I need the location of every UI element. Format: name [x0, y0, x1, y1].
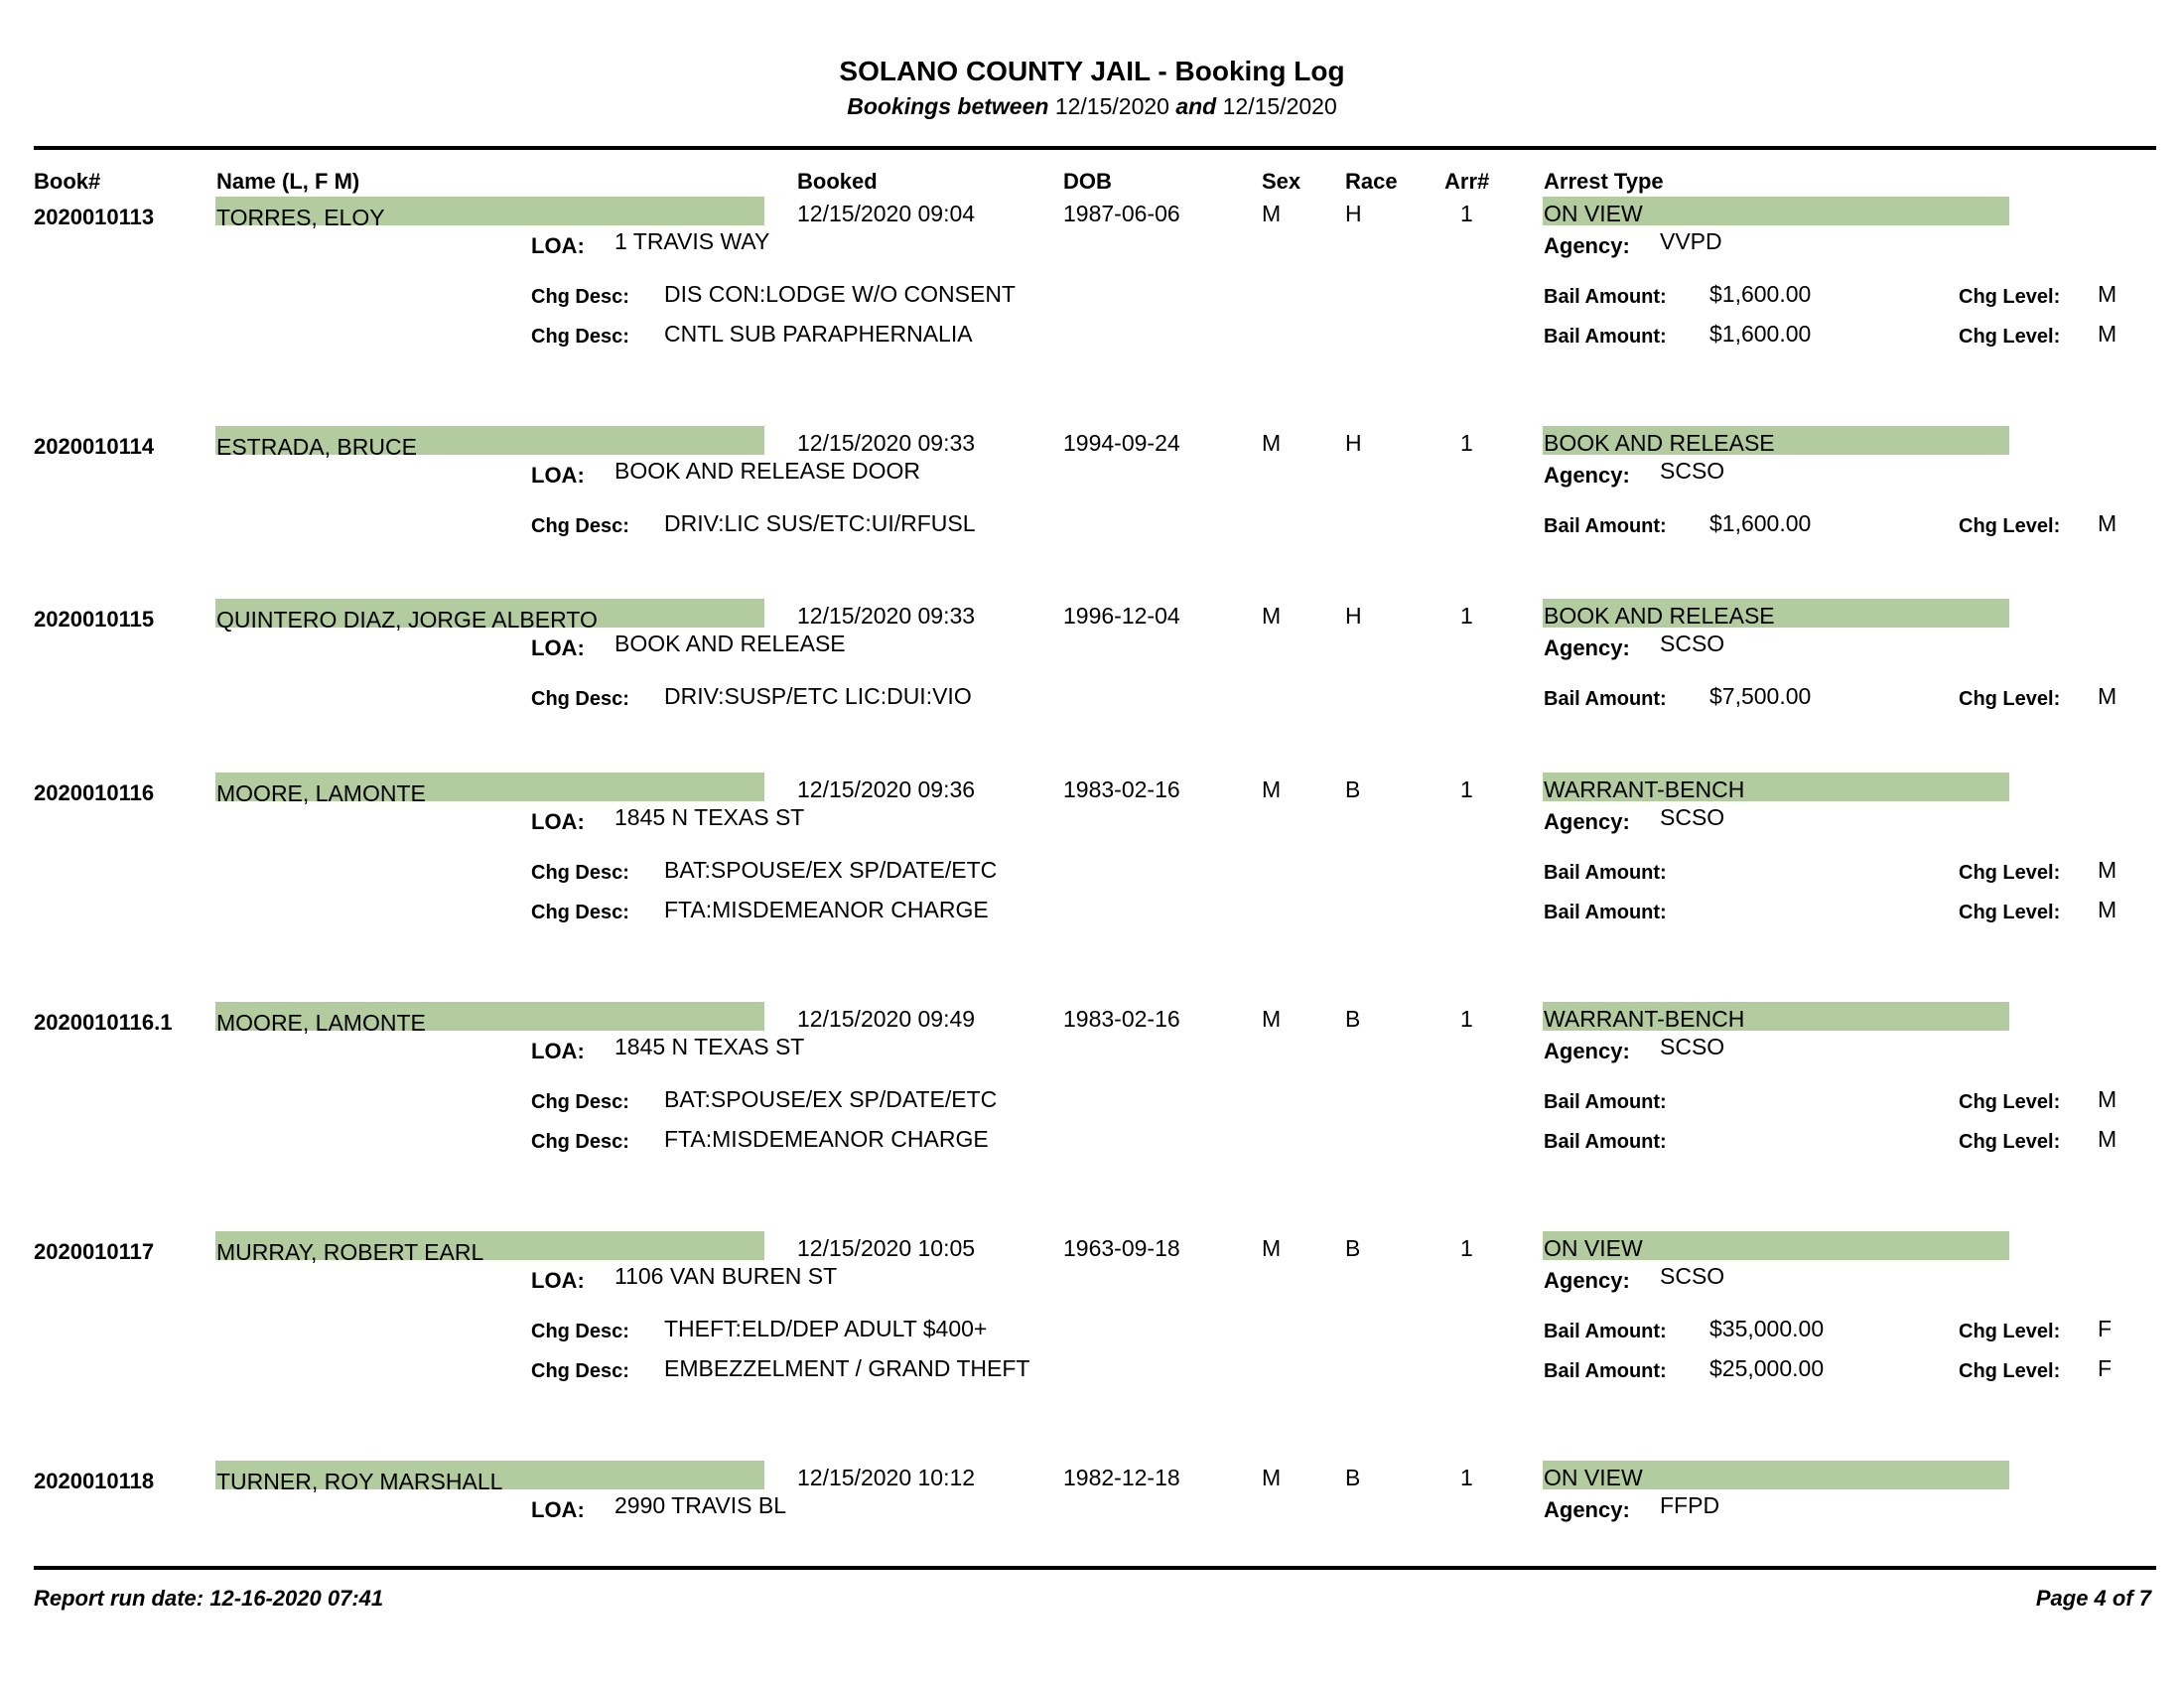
- charge-level-label: Chg Level:: [1959, 1360, 2061, 1382]
- bail-amount: $35,000.00: [1709, 1316, 1825, 1341]
- loa-value: 1 TRAVIS WAY: [614, 228, 770, 254]
- bail-amount-label: Bail Amount:: [1544, 1360, 1667, 1382]
- inmate-name: TORRES, ELOY: [216, 205, 385, 230]
- book-number: 2020010116.1: [34, 1010, 173, 1035]
- col-race: Race: [1345, 169, 1398, 194]
- agency-value: SCSO: [1660, 631, 1725, 656]
- charge-level-label: Chg Level:: [1959, 515, 2061, 537]
- sex-value: M: [1262, 1006, 1282, 1032]
- race-value: B: [1345, 776, 1361, 802]
- charge-desc-label: Chg Desc:: [531, 1360, 629, 1382]
- arrest-count: 1: [1460, 1465, 1473, 1490]
- col-dob: DOB: [1063, 169, 1112, 194]
- date-of-birth: 1994-09-24: [1063, 430, 1180, 456]
- loa-label: LOA:: [531, 463, 585, 488]
- charge-desc-label: Chg Desc:: [531, 1321, 629, 1342]
- agency-value: VVPD: [1660, 228, 1722, 254]
- charge-level: M: [2098, 281, 2117, 307]
- charge-description: DIS CON:LODGE W/O CONSENT: [664, 281, 1016, 307]
- arrest-type: WARRANT-BENCH: [1544, 1006, 1745, 1032]
- charge-level-label: Chg Level:: [1959, 286, 2061, 308]
- race-value: H: [1345, 603, 1362, 629]
- arrest-type: ON VIEW: [1544, 1235, 1643, 1261]
- date-of-birth: 1987-06-06: [1063, 201, 1180, 226]
- charge-level: M: [2098, 1086, 2117, 1112]
- charge-desc-label: Chg Desc:: [531, 286, 629, 308]
- charge-desc-label: Chg Desc:: [531, 326, 629, 348]
- arrest-type: WARRANT-BENCH: [1544, 776, 1745, 802]
- arrest-type: BOOK AND RELEASE: [1544, 603, 1775, 629]
- charge-description: FTA:MISDEMEANOR CHARGE: [664, 897, 989, 922]
- booked-datetime: 12/15/2020 09:49: [797, 1006, 976, 1032]
- bail-amount-label: Bail Amount:: [1544, 326, 1667, 348]
- arrest-type: ON VIEW: [1544, 201, 1643, 226]
- date-to: 12/15/2020: [1222, 93, 1337, 119]
- charge-level: F: [2098, 1355, 2113, 1381]
- race-value: H: [1345, 201, 1362, 226]
- agency-value: SCSO: [1660, 458, 1725, 484]
- agency-label: Agency:: [1544, 1497, 1630, 1522]
- charge-desc-label: Chg Desc:: [531, 862, 629, 884]
- loa-value: 2990 TRAVIS BL: [614, 1492, 787, 1518]
- top-divider: [34, 146, 2156, 150]
- race-value: B: [1345, 1006, 1361, 1032]
- charge-level: M: [2098, 897, 2117, 922]
- col-arrest-type: Arrest Type: [1544, 169, 1664, 194]
- charge-level-label: Chg Level:: [1959, 326, 2061, 348]
- book-number: 2020010113: [34, 205, 155, 229]
- charge-level-label: Chg Level:: [1959, 1131, 2061, 1153]
- charge-level: M: [2098, 683, 2117, 709]
- loa-label: LOA:: [531, 635, 585, 660]
- book-number: 2020010116: [34, 780, 155, 805]
- booking-record: [0, 203, 2184, 401]
- charge-level-label: Chg Level:: [1959, 862, 2061, 884]
- agency-label: Agency:: [1544, 233, 1630, 258]
- charge-description: BAT:SPOUSE/EX SP/DATE/ETC: [664, 857, 998, 883]
- race-value: B: [1345, 1235, 1361, 1261]
- arrest-count: 1: [1460, 1006, 1473, 1032]
- loa-value: 1845 N TEXAS ST: [614, 804, 805, 830]
- loa-value: BOOK AND RELEASE: [614, 631, 846, 656]
- col-name: Name (L, F M): [216, 169, 360, 194]
- charge-desc-label: Chg Desc:: [531, 688, 629, 710]
- charge-desc-label: Chg Desc:: [531, 902, 629, 923]
- date-of-birth: 1996-12-04: [1063, 603, 1180, 629]
- col-booked: Booked: [797, 169, 878, 194]
- charge-level: M: [2098, 857, 2117, 883]
- booked-datetime: 12/15/2020 09:33: [797, 430, 976, 456]
- charge-description: DRIV:LIC SUS/ETC:UI/RFUSL: [664, 510, 976, 536]
- loa-label: LOA:: [531, 233, 585, 258]
- charge-level-label: Chg Level:: [1959, 1321, 2061, 1342]
- bail-amount-label: Bail Amount:: [1544, 286, 1667, 308]
- col-book: Book#: [34, 169, 101, 194]
- book-number: 2020010115: [34, 607, 155, 632]
- arrest-type: BOOK AND RELEASE: [1544, 430, 1775, 456]
- arrest-type: ON VIEW: [1544, 1465, 1643, 1490]
- booking-record: [0, 778, 2184, 977]
- agency-label: Agency:: [1544, 463, 1630, 488]
- agency-label: Agency:: [1544, 1268, 1630, 1293]
- arrest-count: 1: [1460, 603, 1473, 629]
- charge-desc-label: Chg Desc:: [531, 515, 629, 537]
- charge-description: EMBEZZELMENT / GRAND THEFT: [664, 1355, 1030, 1381]
- charge-level-label: Chg Level:: [1959, 902, 2061, 923]
- loa-value: 1106 VAN BUREN ST: [614, 1263, 838, 1289]
- bail-amount: $7,500.00: [1709, 683, 1812, 709]
- bottom-divider: [34, 1566, 2156, 1570]
- report-subtitle: [0, 93, 2184, 120]
- arrest-count: 1: [1460, 776, 1473, 802]
- agency-label: Agency:: [1544, 809, 1630, 834]
- bail-amount-label: Bail Amount:: [1544, 515, 1667, 537]
- loa-value: 1845 N TEXAS ST: [614, 1034, 805, 1059]
- booking-record: [0, 1008, 2184, 1206]
- inmate-name: QUINTERO DIAZ, JORGE ALBERTO: [216, 607, 598, 633]
- date-of-birth: 1983-02-16: [1063, 776, 1180, 802]
- sex-value: M: [1262, 776, 1282, 802]
- date-of-birth: 1982-12-18: [1063, 1465, 1180, 1490]
- loa-label: LOA:: [531, 1268, 585, 1293]
- agency-value: SCSO: [1660, 1034, 1725, 1059]
- charge-description: DRIV:SUSP/ETC LIC:DUI:VIO: [664, 683, 972, 709]
- loa-label: LOA:: [531, 1039, 585, 1063]
- loa-label: LOA:: [531, 809, 585, 834]
- sex-value: M: [1262, 201, 1282, 226]
- arrest-count: 1: [1460, 1235, 1473, 1261]
- date-of-birth: 1983-02-16: [1063, 1006, 1180, 1032]
- agency-value: SCSO: [1660, 804, 1725, 830]
- booked-datetime: 12/15/2020 10:05: [797, 1235, 976, 1261]
- col-arr: Arr#: [1444, 169, 1490, 194]
- inmate-name: MOORE, LAMONTE: [216, 1010, 426, 1036]
- charge-level: M: [2098, 1126, 2117, 1152]
- charge-description: THEFT:ELD/DEP ADULT $400+: [664, 1316, 988, 1341]
- charge-level-label: Chg Level:: [1959, 688, 2061, 710]
- arrest-count: 1: [1460, 430, 1473, 456]
- charge-description: FTA:MISDEMEANOR CHARGE: [664, 1126, 989, 1152]
- sex-value: M: [1262, 1465, 1282, 1490]
- booking-record: [0, 1237, 2184, 1436]
- inmate-name: ESTRADA, BRUCE: [216, 434, 417, 460]
- charge-description: CNTL SUB PARAPHERNALIA: [664, 321, 973, 347]
- loa-label: LOA:: [531, 1497, 585, 1522]
- bail-amount: $1,600.00: [1709, 281, 1812, 307]
- booked-datetime: 12/15/2020 09:33: [797, 603, 976, 629]
- charge-level: M: [2098, 321, 2117, 347]
- charge-description: BAT:SPOUSE/EX SP/DATE/ETC: [664, 1086, 998, 1112]
- bail-amount-label: Bail Amount:: [1544, 902, 1667, 923]
- bail-amount-label: Bail Amount:: [1544, 1091, 1667, 1113]
- agency-label: Agency:: [1544, 1039, 1630, 1063]
- sex-value: M: [1262, 430, 1282, 456]
- report-title: SOLANO COUNTY JAIL - Booking Log: [839, 56, 1345, 86]
- agency-value: FFPD: [1660, 1492, 1720, 1518]
- bail-amount: $25,000.00: [1709, 1355, 1825, 1381]
- sex-value: M: [1262, 1235, 1282, 1261]
- inmate-name: MURRAY, ROBERT EARL: [216, 1239, 484, 1265]
- inmate-name: MOORE, LAMONTE: [216, 780, 426, 806]
- charge-level: F: [2098, 1316, 2113, 1341]
- bail-amount-label: Bail Amount:: [1544, 862, 1667, 884]
- bail-amount: $1,600.00: [1709, 510, 1812, 536]
- booked-datetime: 12/15/2020 10:12: [797, 1465, 976, 1490]
- subtitle-join: and: [1175, 93, 1217, 119]
- bail-amount-label: Bail Amount:: [1544, 1321, 1667, 1342]
- date-of-birth: 1963-09-18: [1063, 1235, 1180, 1261]
- book-number: 2020010117: [34, 1239, 155, 1264]
- arrest-count: 1: [1460, 201, 1473, 226]
- bail-amount-label: Bail Amount:: [1544, 1131, 1667, 1153]
- agency-label: Agency:: [1544, 635, 1630, 660]
- race-value: B: [1345, 1465, 1361, 1490]
- bail-amount: $1,600.00: [1709, 321, 1812, 347]
- book-number: 2020010114: [34, 434, 155, 459]
- report-run-date: Report run date: 12-16-2020 07:41: [34, 1586, 384, 1611]
- sex-value: M: [1262, 603, 1282, 629]
- book-number: 2020010118: [34, 1469, 155, 1493]
- booked-datetime: 12/15/2020 09:04: [797, 201, 976, 226]
- loa-value: BOOK AND RELEASE DOOR: [614, 458, 921, 484]
- inmate-name: TURNER, ROY MARSHALL: [216, 1469, 503, 1494]
- page-number: Page 4 of 7: [2035, 1586, 2151, 1611]
- subtitle-prefix: Bookings between: [847, 93, 1049, 119]
- booked-datetime: 12/15/2020 09:36: [797, 776, 976, 802]
- agency-value: SCSO: [1660, 1263, 1725, 1289]
- charge-level-label: Chg Level:: [1959, 1091, 2061, 1113]
- col-sex: Sex: [1262, 169, 1301, 194]
- charge-level: M: [2098, 510, 2117, 536]
- bail-amount-label: Bail Amount:: [1544, 688, 1667, 710]
- date-from: 12/15/2020: [1054, 93, 1169, 119]
- race-value: H: [1345, 430, 1362, 456]
- charge-desc-label: Chg Desc:: [531, 1131, 629, 1153]
- charge-desc-label: Chg Desc:: [531, 1091, 629, 1113]
